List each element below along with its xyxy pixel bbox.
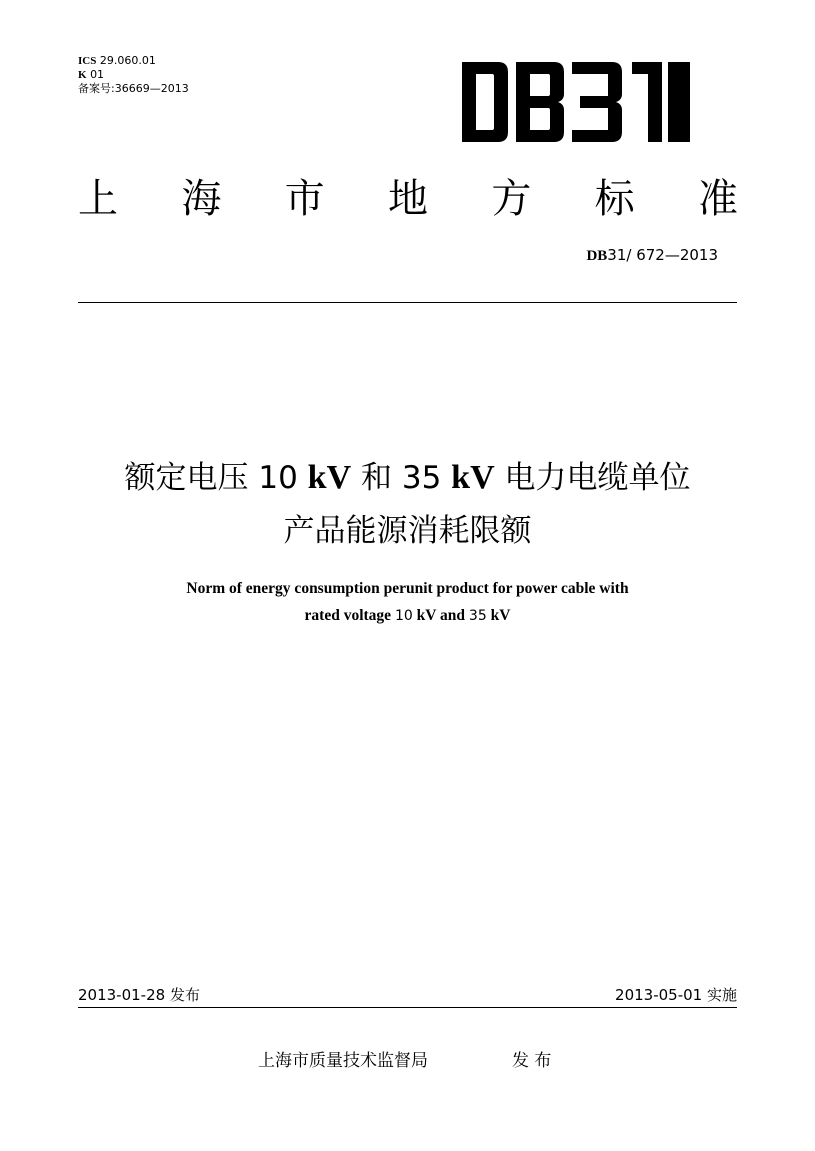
title-en-c: kV: [486, 607, 511, 624]
title-cn-part2: 和 35: [351, 460, 452, 496]
title-cn-part1: 额定电压 10: [124, 460, 308, 496]
db31-logo: [462, 62, 690, 142]
heading-char: 方: [491, 175, 532, 222]
heading-char: 地: [387, 175, 428, 222]
title-cn-part3: 电力电缆单位: [494, 460, 691, 496]
implementation-date: 2013-05-01 实施: [615, 986, 737, 1004]
title-en-a: rated voltage: [304, 607, 395, 624]
heading-char: 准: [697, 175, 738, 222]
ccs-label: K: [78, 69, 87, 81]
ccs-code: 01: [90, 68, 105, 81]
record-number: 备案号:36669—2013: [78, 82, 189, 95]
metadata-block: [78, 54, 189, 95]
title-chinese-line1: [0, 452, 815, 497]
db31-logo-graphic: [462, 62, 690, 142]
title-en-b: kV and: [412, 607, 469, 624]
title-chinese-line2: 产品能源消耗限额: [283, 513, 532, 549]
heading-char: 海: [181, 175, 222, 222]
heading-char: 标: [594, 175, 635, 222]
doc-number-prefix: DB: [586, 248, 608, 264]
heading-char: 上: [78, 175, 118, 222]
ics-code: 29.060.01: [99, 54, 156, 67]
issue-action: 发 布: [512, 1051, 552, 1071]
title-en-n2: 35: [468, 608, 487, 624]
title-cn-unit2: kV: [451, 459, 495, 496]
document-number: [586, 246, 718, 265]
title-cn-unit1: kV: [307, 459, 352, 496]
ics-label: ICS: [78, 55, 97, 67]
issue-date: 2013-01-28 发布: [78, 986, 200, 1004]
standard-type-heading: [78, 165, 738, 225]
ccs-line: [78, 68, 189, 82]
title-english-line2: [0, 607, 815, 625]
title-en-n1: 10: [394, 608, 413, 624]
title-english-line1: Norm of energy consumption perunit product for power cable with: [186, 580, 629, 597]
issuing-authority: 上海市质量技术监督局: [258, 1051, 428, 1071]
ics-line: [78, 54, 189, 68]
footer-divider: [78, 1007, 737, 1008]
doc-number-rest: 31/ 672—2013: [607, 246, 718, 264]
header-divider: [78, 302, 737, 303]
heading-char: 市: [284, 175, 325, 222]
